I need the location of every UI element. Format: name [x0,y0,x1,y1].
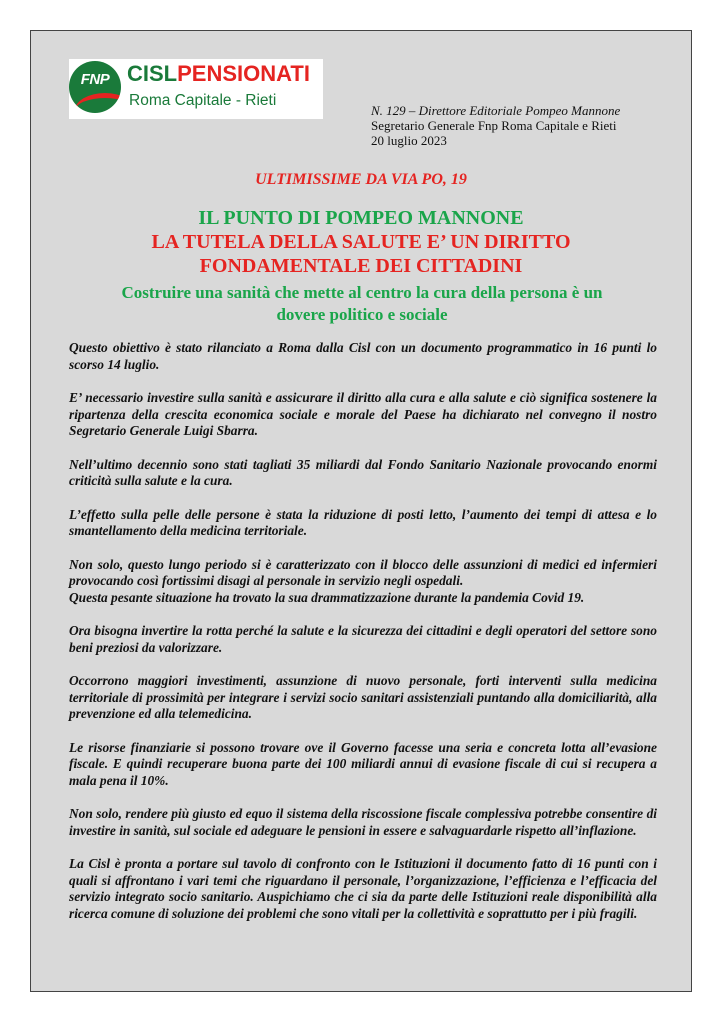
issue-meta [371,103,620,148]
issue-date: 20 luglio 2023 [371,133,447,148]
paragraph: L’effetto sulla pelle delle persone è stata la riduzione di posti letto, l’aumento dei tempi di attesa e lo smantellamento della medicina territoriale. [69,506,657,538]
paragraph: Nell’ultimo decennio sono stati tagliati 35 miliardi dal Fondo Sanitario Nazionale provocando enormi criticità sulla salute e la cura. [69,456,657,488]
headline-title-line1: LA TUTELA DELLA SALUTE E’ UN DIRITTO [151,231,571,253]
paragraph: Questo obiettivo è stato rilanciato a Roma dalla Cisl con un documento programmatico in 16 punti lo scorso 14 luglio. [69,340,657,372]
logo-swoosh-icon [75,93,121,113]
paragraph: Ora bisogna invertire la rotta perché la salute e la sicurezza dei cittadini e degli operatori del settore sono beni preziosi da valorizzare. [69,623,657,655]
fnp-logo-mark [69,61,121,113]
logo-title-pensionati: PENSIONATI [177,61,310,86]
issue-editor-line: N. 129 – Direttore Editoriale Pompeo Mannone [371,103,621,118]
secretary-line: Segretario Generale Fnp Roma Capitale e Rieti [371,118,617,133]
paragraph: La Cisl è pronta a portare sul tavolo di confronto con le Istituzioni il documento fatto di 16 punti con i quali si affrontano i vari temi che riguardano il personale, l’organizzazione, l’efficienza e l’efficacia del servizio integrato socio sanitario. Auspichiamo che ci sia da parte delle Istituzioni reale disponibilità alla ricerca comune di soluzione dei problemi che sono vitali per la collettività e soprattutto per i più fragili. [69,856,657,921]
fnp-cisl-logo [69,59,323,119]
article-subtitle: Costruire una sanità che mette al centro la cura della persona è un dovere politico e sociale [121,283,603,324]
article-body [69,340,657,939]
fnp-logo-text: FNP [80,71,110,88]
paragraph: E’ necessario investire sulla sanità e assicurare il diritto alla cura e alla salute e ciò significa sostenere la ripartenza della crescita economica sociale e morale del Paese ha dichiarato nel convegno il nostro Segretario Generale Luigi Sbarra. [69,390,657,438]
logo-subtitle: Roma Capitale - Rieti [129,92,277,109]
document-page [30,30,692,992]
paragraph: Non solo, rendere più giusto ed equo il sistema della riscossione fiscale complessiva potrebbe consentire di investire in sanità, sul sociale ed adeguare le pensioni in essere e salvaguardarle rispetto all’inflazione. [69,806,657,838]
logo-title [127,61,310,87]
kicker-heading: ULTIMISSIME DA VIA PO, 19 [255,171,467,188]
headline-title-line2: FONDAMENTALE DEI CITTADINI [199,255,523,277]
paragraph: Non solo, questo lungo periodo si è caratterizzato con il blocco delle assunzioni di medici ed infermieri provocando così fortissimi disagi al personale in servizio negli ospedali. Questa pesante situazione ha trovato la sua drammatizzazione durante la pandemia Covid 19. [69,556,657,605]
logo-title-cisl: CISL [127,61,178,86]
headline-author: IL PUNTO DI POMPEO MANNONE [198,207,524,229]
paragraph: Occorrono maggiori investimenti, assunzione di nuovo personale, forti interventi sulla medicina territoriale di prossimità per integrare i servizi socio sanitari assistenziali puntando alla domiciliarità, alla prevenzione ed alla telemedicina. [69,673,657,721]
paragraph: Le risorse finanziarie si possono trovare ove il Governo facesse una seria e concreta lotta all’evasione fiscale. E quindi recuperare buona parte dei 100 miliardi annui di evasione fiscale di cui si recupera a mala pena il 10%. [69,739,657,788]
